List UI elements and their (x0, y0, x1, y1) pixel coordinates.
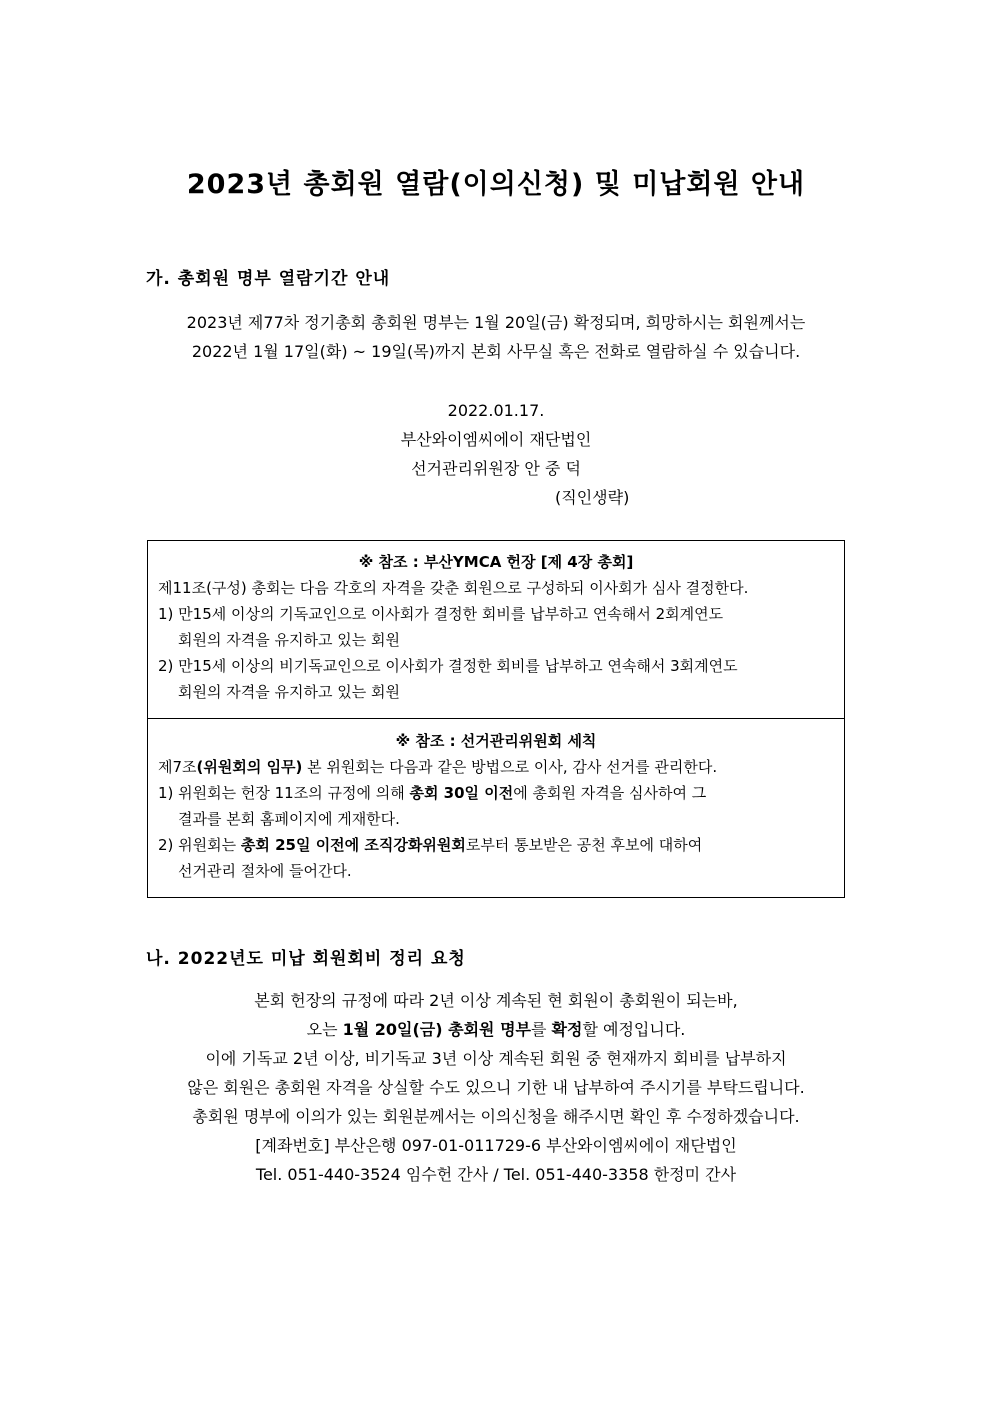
charter-item-1: 1) 만15세 이상의 기독교인으로 이사회가 결정한 회비를 납부하고 연속해서 2회계연도 (158, 605, 724, 623)
charter-item-1-cont: 회원의 자격을 유지하고 있는 회원 (178, 631, 400, 649)
section-b-heading: 나. 2022년도 미납 회원회비 정리 요청 (146, 949, 466, 969)
section-b-line-2: 오는 1월 20일(금) 총회원 명부를 확정할 예정입니다. (306, 1020, 686, 1039)
contact-phones: Tel. 051-440-3524 임수헌 간사 / Tel. 051-440-3358 한정미 간사 (255, 1165, 737, 1184)
document-title: 2023년 총회원 열람(이의신청) 및 미납회원 안내 (186, 169, 806, 200)
section-a-heading: 가. 총회원 명부 열람기간 안내 (146, 269, 391, 289)
section-b-line-5: 총회원 명부에 이의가 있는 회원분께서는 이의신청을 해주시면 확인 후 수정하겠습니다. (192, 1107, 800, 1126)
reference-box-election-rules (147, 718, 845, 898)
section-a-line-1: 2023년 제77차 정기총회 총회원 명부는 1월 20일(금) 확정되며, 희망하시는 회원께서는 (186, 313, 806, 332)
notice-date: 2022.01.17. (447, 401, 545, 420)
charter-item-2-cont: 회원의 자격을 유지하고 있는 회원 (178, 683, 400, 701)
charter-article-11: 제11조(구성) 총회는 다음 각호의 자격을 갖춘 회원으로 구성하되 이사회가 심사 결정한다. (158, 579, 749, 597)
organization-name: 부산와이엠씨에이 재단법인 (400, 430, 592, 449)
reference-box-charter (147, 540, 845, 719)
section-a-line-2: 2022년 1월 17일(화) ~ 19일(목)까지 본회 사무실 혹은 전화로 열람하실 수 있습니다. (191, 342, 801, 361)
election-item-2: 2) 위원회는 총회 25일 이전에 조직강화위원회로부터 통보받은 공천 후보에 대하여 (158, 836, 703, 854)
section-b-line-3: 이에 기독교 2년 이상, 비기독교 3년 이상 계속된 회원 중 현재까지 회비를 납부하지 (205, 1049, 787, 1068)
account-number: [계좌번호] 부산은행 097-01-011729-6 부산와이엠씨에이 재단법인 (255, 1136, 737, 1155)
election-item-1-cont: 결과를 본회 홈페이지에 게재한다. (178, 810, 400, 828)
signer-name: 선거관리위원장 안 중 덕 (411, 459, 581, 478)
seal-omitted-note: (직인생략) (555, 488, 630, 507)
reference-box-charter-title: ※ 참조 : 부산YMCA 헌장 [제 4장 총회] (358, 553, 634, 571)
charter-item-2: 2) 만15세 이상의 비기독교인으로 이사회가 결정한 회비를 납부하고 연속해서 3회계연도 (158, 657, 738, 675)
election-article-7: 제7조(위원회의 임무) 본 위원회는 다음과 같은 방법으로 이사, 감사 선거를 관리한다. (158, 758, 718, 776)
reference-box-election-title: ※ 참조 : 선거관리위원회 세칙 (395, 732, 597, 750)
section-b-line-1: 본회 헌장의 규정에 따라 2년 이상 계속된 현 회원이 총회원이 되는바, (254, 991, 738, 1010)
election-item-2-cont: 선거관리 절차에 들어간다. (178, 862, 352, 880)
election-item-1: 1) 위원회는 헌장 11조의 규정에 의해 총회 30일 이전에 총회원 자격을 심사하여 그 (158, 784, 707, 802)
section-b-line-4: 않은 회원은 총회원 자격을 상실할 수도 있으니 기한 내 납부하여 주시기를 부탁드립니다. (187, 1078, 805, 1097)
